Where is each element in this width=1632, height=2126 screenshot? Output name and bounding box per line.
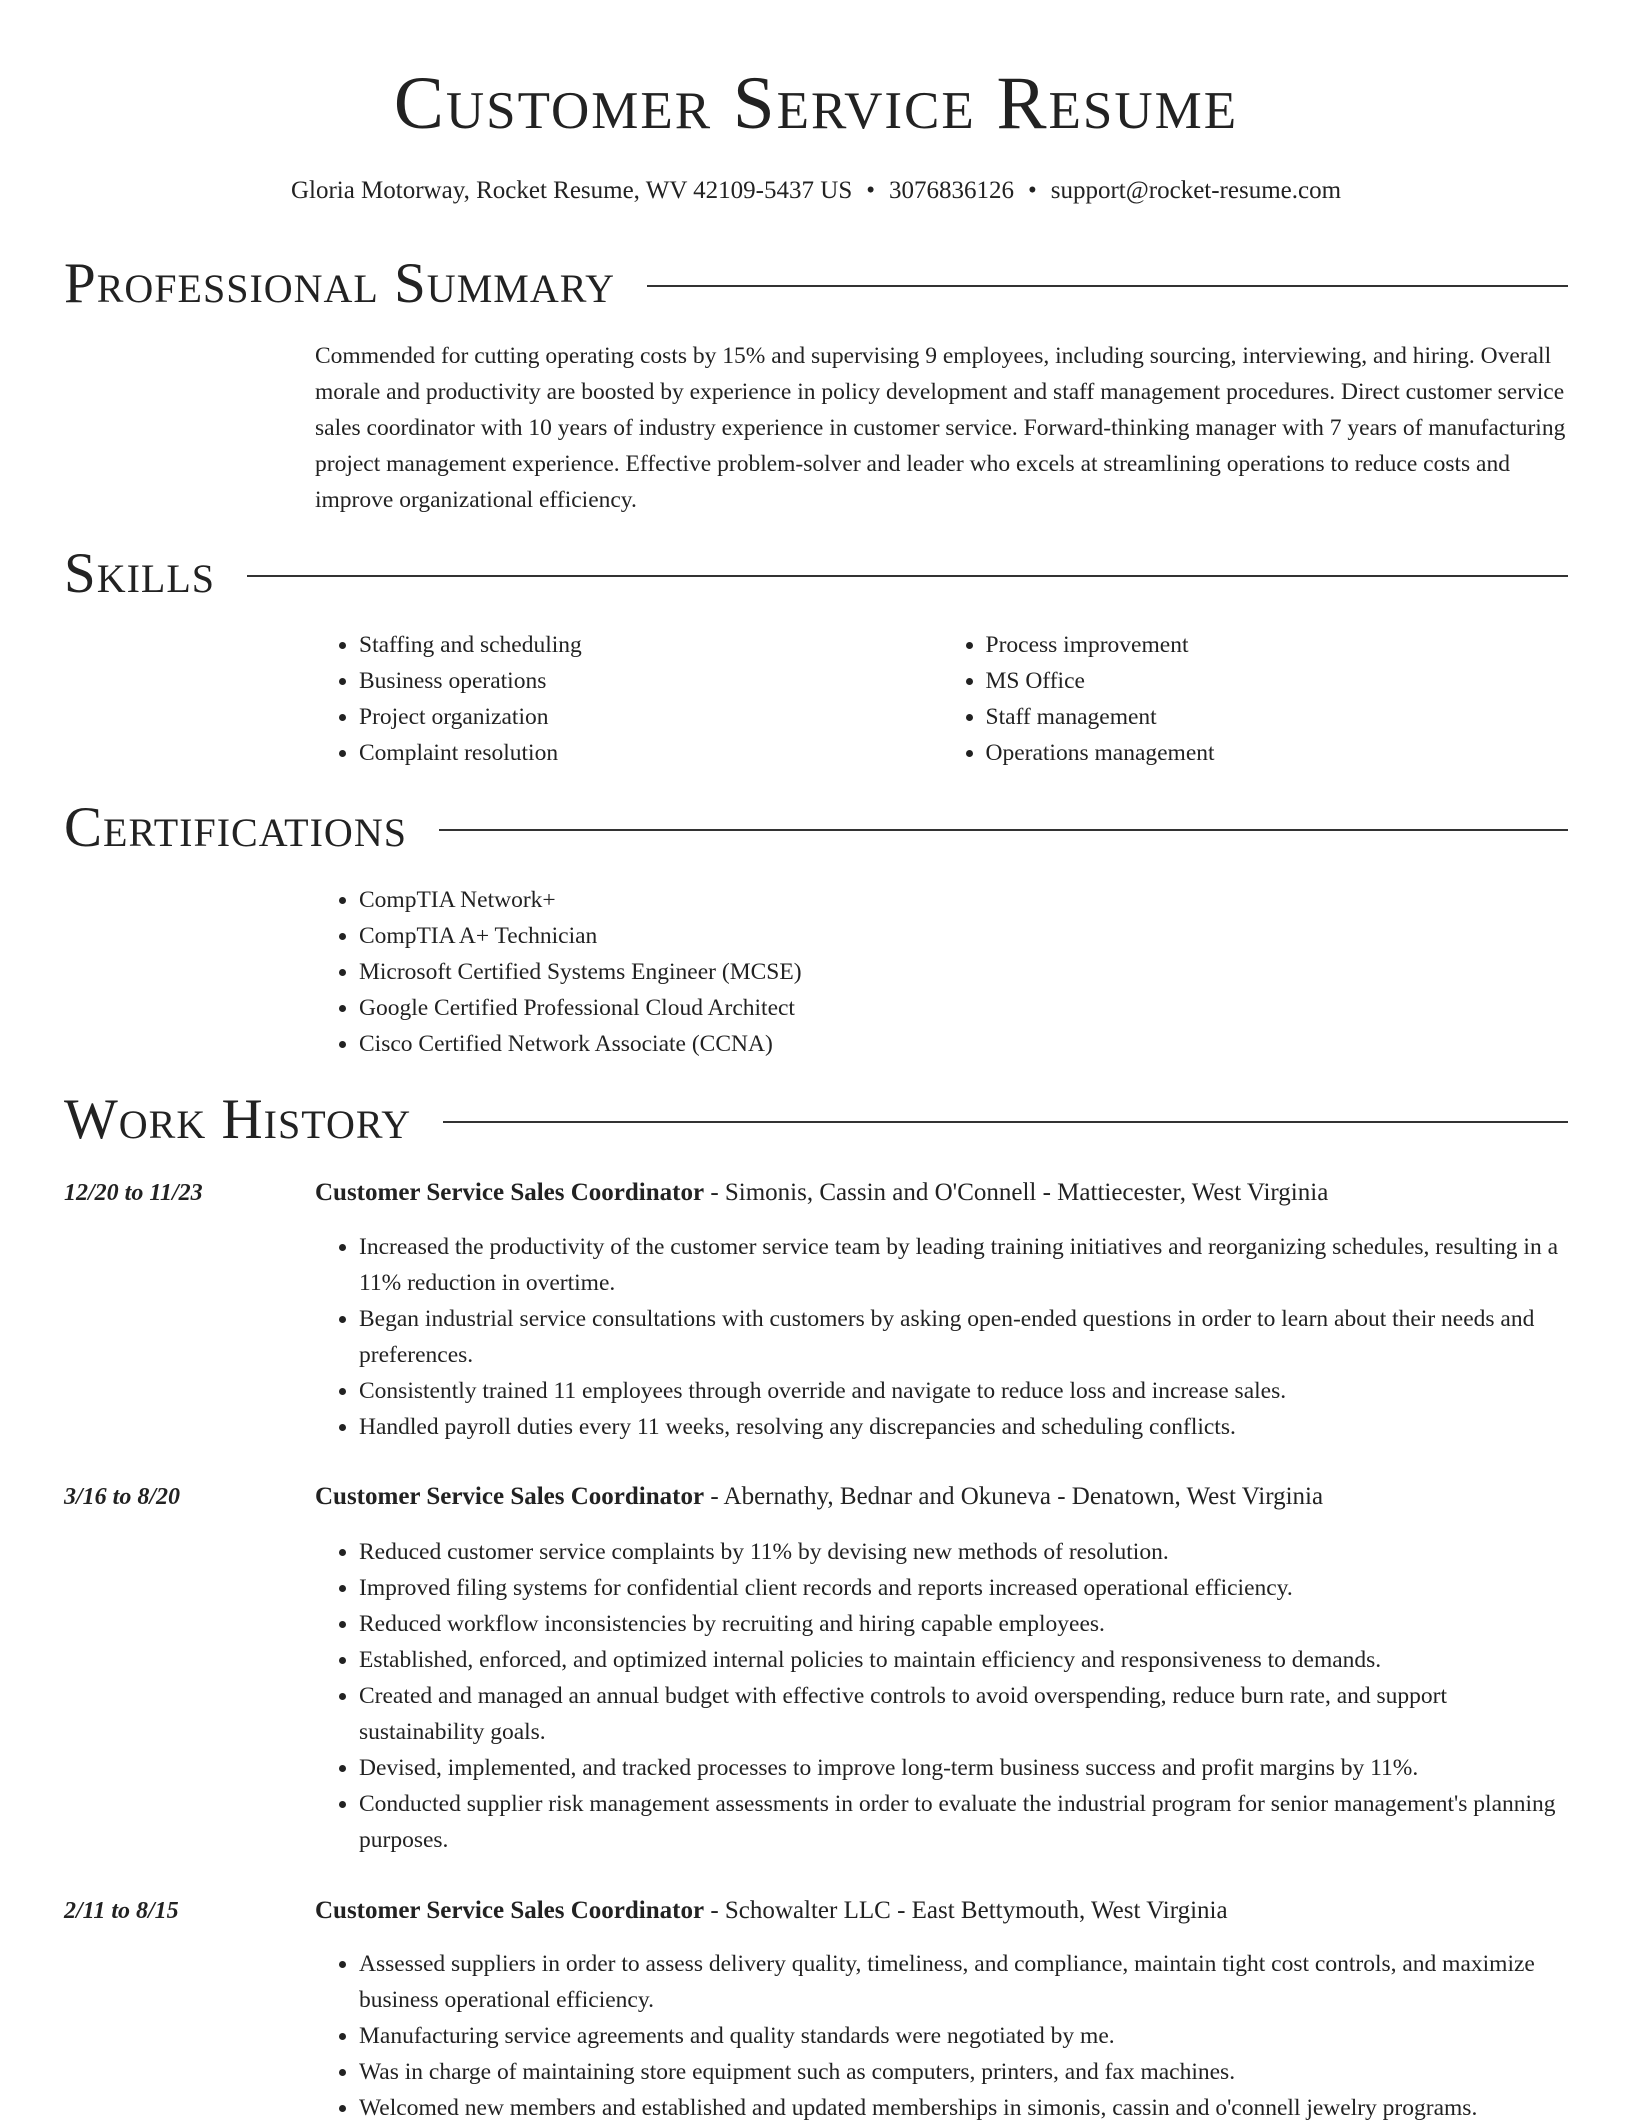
job-dates: 2/11 to 8/15 bbox=[64, 1898, 179, 1924]
job-dates: 3/16 to 8/20 bbox=[64, 1484, 181, 1510]
job-bullets bbox=[315, 1946, 1568, 2126]
section-divider bbox=[443, 1121, 1568, 1123]
skill-item: • Staffing and scheduling bbox=[359, 627, 942, 663]
skill-item: • Business operations bbox=[359, 663, 942, 699]
contact-phone: 3076836126 bbox=[888, 177, 1014, 204]
section-header-skills bbox=[64, 542, 1568, 606]
job-bullet: • Began industrial service consultations with customers by asking open-ended questions in order to learn about their needs and preferences. bbox=[359, 1301, 1568, 1373]
job-bullet: • Established, enforced, and optimized internal policies to maintain efficiency and responsiveness to demands. bbox=[359, 1642, 1568, 1678]
job-heading bbox=[315, 1175, 1568, 1211]
contact-address: Gloria Motorway, Rocket Resume, WV 42109-5437 US bbox=[290, 177, 853, 204]
skills-list bbox=[315, 627, 1568, 771]
job-bullet: • Was in charge of maintaining store equipment such as computers, printers, and fax machines. bbox=[359, 2054, 1568, 2090]
job-heading bbox=[315, 1893, 1568, 1929]
certification-item: • Google Certified Professional Cloud Architect bbox=[359, 990, 1568, 1026]
job-bullets bbox=[315, 1229, 1568, 1445]
certification-item: • CompTIA A+ Technician bbox=[359, 918, 1568, 954]
job-bullet: • Consistently trained 11 employees through override and navigate to reduce loss and increase sales. bbox=[359, 1373, 1568, 1409]
skills-column-right bbox=[942, 627, 1569, 771]
skill-item: • Process improvement bbox=[986, 627, 1569, 663]
section-title-work-history: Work History bbox=[64, 1088, 412, 1151]
certification-item: • Microsoft Certified Systems Engineer (MCSE) bbox=[359, 954, 1568, 990]
job-bullet: • Welcomed new members and established and updated memberships in simonis, cassin and o'connell jewelry programs. bbox=[359, 2090, 1568, 2126]
job-bullet: • Increased the productivity of the customer service team by leading training initiatives and reorganizing schedules, resulting in a 11% reduction in overtime. bbox=[359, 1229, 1568, 1301]
section-title-certifications: Certifications bbox=[64, 796, 407, 859]
job-heading bbox=[315, 1479, 1568, 1515]
job-employer: - Schowalter LLC - East Bettymouth, West Virginia bbox=[704, 1897, 1228, 1924]
skill-item: • Staff management bbox=[986, 699, 1569, 735]
section-title-skills: Skills bbox=[64, 542, 216, 605]
job-role: Customer Service Sales Coordinator bbox=[315, 1483, 705, 1510]
section-divider bbox=[247, 575, 1568, 577]
contact-line bbox=[64, 174, 1568, 208]
job-bullet: • Handled payroll duties every 11 weeks, resolving any discrepancies and scheduling conflicts. bbox=[359, 1409, 1568, 1445]
section-divider bbox=[647, 285, 1568, 287]
section-header-certifications bbox=[64, 796, 1568, 860]
section-header-work-history bbox=[64, 1088, 1568, 1152]
job-employer: - Abernathy, Bednar and Okuneva - Denatown, West Virginia bbox=[704, 1483, 1324, 1510]
job-bullet: • Reduced customer service complaints by 11% by devising new methods of resolution. bbox=[359, 1534, 1568, 1570]
contact-separator: • bbox=[866, 177, 875, 204]
section-header-summary bbox=[64, 252, 1568, 316]
job-dates: 12/20 to 11/23 bbox=[64, 1180, 203, 1206]
job-role: Customer Service Sales Coordinator bbox=[315, 1179, 705, 1206]
job-employer: - Simonis, Cassin and O'Connell - Mattiecester, West Virginia bbox=[704, 1179, 1329, 1206]
section-divider bbox=[439, 829, 1568, 831]
job-bullet: • Created and managed an annual budget with effective controls to avoid overspending, reduce burn rate, and support sustainability goals. bbox=[359, 1678, 1568, 1750]
certification-item: • Cisco Certified Network Associate (CCNA) bbox=[359, 1026, 1568, 1062]
skill-item: • Operations management bbox=[986, 735, 1569, 771]
job-bullet: • Improved filing systems for confidential client records and reports increased operational efficiency. bbox=[359, 1570, 1568, 1606]
certifications-list bbox=[315, 882, 1568, 1062]
certification-item: • CompTIA Network+ bbox=[359, 882, 1568, 918]
section-title-summary: Professional Summary bbox=[64, 252, 616, 315]
job-bullet: • Devised, implemented, and tracked processes to improve long-term business success and profit margins by 11%. bbox=[359, 1750, 1568, 1786]
page-title: Customer Service Resume bbox=[393, 62, 1239, 145]
skill-item: • MS Office bbox=[986, 663, 1569, 699]
job-bullets bbox=[315, 1534, 1568, 1858]
summary-text: Commended for cutting operating costs by 15% and supervising 9 employees, including sourcing, interviewing, and hiring. Overall morale and productivity are boosted by experience in policy development and staff management procedures. Direct customer service sales coordinator with 10 years of industry experience in customer service. Forward-thinking manager with 7 years of manufacturing project management experience. Effective problem-solver and leader who excels at streamlining operations to reduce costs and improve organizational efficiency. bbox=[315, 343, 1566, 513]
contact-email: support@rocket-resume.com bbox=[1050, 177, 1342, 204]
skills-column-left bbox=[315, 627, 942, 771]
job-bullet: • Manufacturing service agreements and quality standards were negotiated by me. bbox=[359, 2018, 1568, 2054]
contact-separator: • bbox=[1027, 177, 1037, 204]
job-bullet: • Conducted supplier risk management assessments in order to evaluate the industrial program for senior management's planning purposes. bbox=[359, 1786, 1568, 1858]
job-role: Customer Service Sales Coordinator bbox=[315, 1897, 705, 1924]
job-bullet: • Reduced workflow inconsistencies by recruiting and hiring capable employees. bbox=[359, 1606, 1568, 1642]
skill-item: • Project organization bbox=[359, 699, 942, 735]
skill-item: • Complaint resolution bbox=[359, 735, 942, 771]
job-bullet: • Assessed suppliers in order to assess delivery quality, timeliness, and compliance, maintain tight cost controls, and maximize business operational efficiency. bbox=[359, 1946, 1568, 2018]
